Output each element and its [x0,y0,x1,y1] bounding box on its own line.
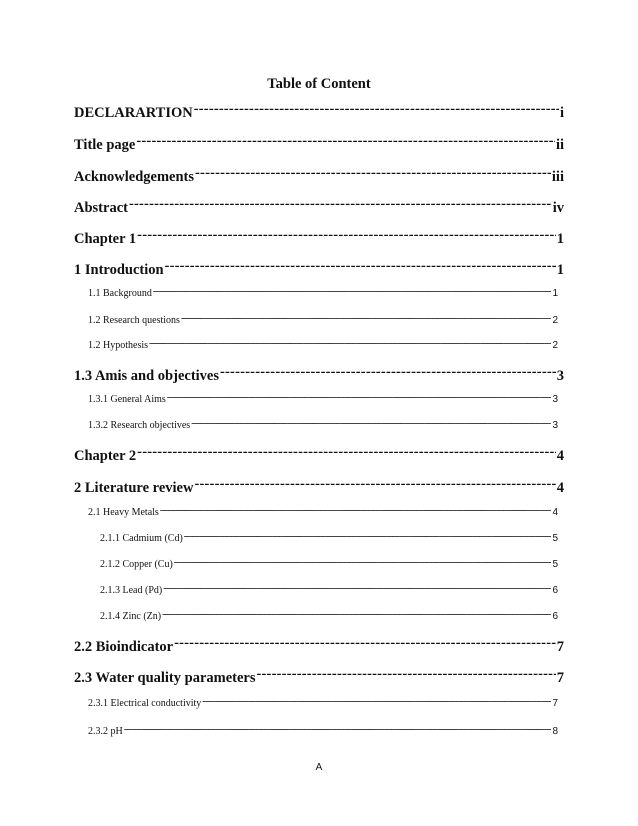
toc-entry[interactable] [74,196,564,217]
dot-leader [162,583,551,593]
toc-entry-label: 2.3 Water quality parameters [74,669,256,686]
toc-entry-label: Acknowledgements [74,168,195,185]
toc-entry-label: Chapter 2 [74,447,137,464]
dot-leader [136,227,556,243]
toc-title: Table of Content [267,76,371,92]
toc-entry-label: Title page [74,136,136,153]
dot-leader [123,724,552,734]
toc-entry[interactable] [74,101,564,122]
toc-entry-label: 2.1 Heavy Metals [88,507,159,518]
toc-entry-label: 1.3 Amis and objectives [74,367,219,384]
toc-entry-page: iv [552,199,564,216]
toc-entry[interactable] [88,286,558,299]
toc-entry-label: 1 Introduction [74,261,164,278]
dot-leader [159,505,552,515]
toc-entry-page: 6 [552,611,558,622]
toc-entry[interactable] [74,364,564,385]
toc-entry-label: DECLARARTION [74,104,193,121]
toc-entry-page: 4 [552,507,558,518]
toc-entry-label: 2.1.2 Copper (Cu) [100,559,173,570]
toc-entry[interactable] [88,696,558,709]
toc-entry-page: i [559,104,564,121]
dot-leader [219,364,556,380]
toc-entry-label: 2.1.1 Cadmium (Cd) [100,533,183,544]
dot-leader [152,286,552,296]
toc-entry[interactable] [74,444,564,465]
toc-entry-page: 7 [556,669,564,686]
toc-entry-page: 2 [552,340,558,351]
toc-entry[interactable] [88,724,558,737]
toc-entry-page: 7 [556,638,564,655]
toc-entry[interactable] [100,531,558,544]
toc-entry[interactable] [74,635,564,656]
dot-leader [173,635,556,651]
toc-entry-page: 1 [556,230,564,247]
toc-entry-page: 1 [556,261,564,278]
toc-entry[interactable] [74,165,564,186]
toc-entry-label: 2.3.1 Electrical conductivity [88,698,202,709]
toc-entry-page: 2 [552,315,558,326]
dot-leader [136,444,556,460]
toc-entry-page: 4 [556,479,564,496]
dot-leader [148,338,551,348]
dot-leader [183,531,552,541]
dot-leader [161,609,551,619]
toc-entry-page: 8 [552,726,558,737]
toc-entry-page: ii [555,136,564,153]
toc-entry-page: 1 [552,288,558,299]
toc-entry[interactable] [88,313,558,326]
dot-leader [193,476,555,492]
toc-entry-label: 1.3.2 Research objectives [88,420,191,431]
toc-entry[interactable] [88,505,558,518]
dot-leader [128,196,552,212]
toc-entry[interactable] [74,476,564,497]
dot-leader [201,696,551,706]
toc-entry[interactable] [88,392,558,405]
toc-entry-label: 1.2 Hypothesis [88,340,148,351]
toc-entry-label: Chapter 1 [74,230,137,247]
toc-entry-page: 6 [552,585,558,596]
toc-entry[interactable] [74,258,564,279]
toc-entry[interactable] [88,338,558,351]
dot-leader [166,392,552,402]
dot-leader [256,666,556,682]
toc-entry[interactable] [74,227,564,248]
dot-leader [190,418,551,428]
toc-entry-label: 2.2 Bioindicator [74,638,174,655]
toc-entry[interactable] [100,557,558,570]
toc-entry-label: Abstract [74,199,128,216]
dot-leader [193,101,559,117]
toc-entry-label: 1.1 Background [88,288,152,299]
dot-leader [173,557,552,567]
toc-entry-page: 3 [556,367,564,384]
dot-leader [180,313,552,323]
toc-entry-label: 2.1.4 Zinc (Zn) [100,611,162,622]
toc-entry-label: 1.3.1 General Aims [88,394,166,405]
toc-entry-label: 2 Literature review [74,479,194,496]
toc-entry-page: 4 [556,447,564,464]
toc-entry-page: iii [551,168,564,185]
toc-entry[interactable] [100,583,558,596]
toc-entry-page: 3 [552,394,558,405]
dot-leader [194,165,551,181]
toc-entry[interactable] [74,666,564,687]
toc-entry-label: 2.3.2 pH [88,726,123,737]
toc-entry[interactable] [88,418,558,431]
toc-entry-page: 5 [552,533,558,544]
toc-entry-page: 7 [552,698,558,709]
toc-entry-page: 5 [552,559,558,570]
dot-leader [164,258,556,274]
toc-entry-label: 1.2 Research questions [88,315,180,326]
dot-leader [135,133,555,149]
toc-entry-page: 3 [552,420,558,431]
toc-entry[interactable] [74,133,564,154]
page-footer-number: A [315,762,323,773]
toc-entry[interactable] [100,609,558,622]
toc-entry-label: 2.1.3 Lead (Pd) [100,585,163,596]
